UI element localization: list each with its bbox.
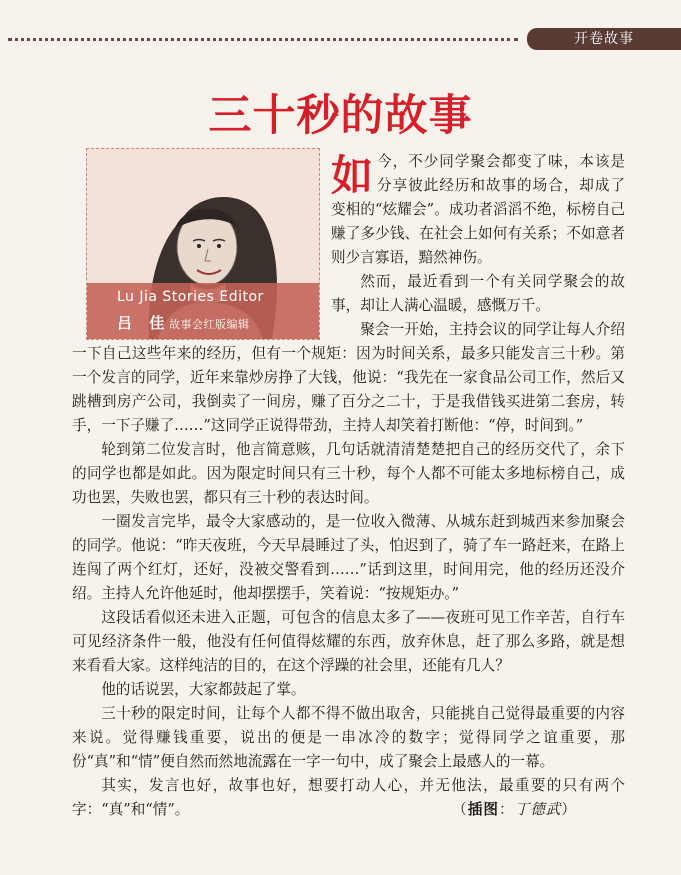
paragraph-2: 然而，最近看到一个有关同学聚会的故事，却让人满心温暖，感慨万千。 <box>331 273 625 314</box>
illustrator-name: 丁德武 <box>514 801 562 818</box>
portrait-spacer <box>72 150 331 340</box>
paragraph-1: 如今，不少同学聚会都变了味，本该是分享彼此经历和故事的场合，却成了变相的“炫耀会”。成功者滔滔不绝，标榜自己赚了多少钱、在社会上如何有关系；不如意者则少言寡语，黯然神伤。 <box>331 151 625 266</box>
section-tab: 开卷故事 <box>527 28 681 50</box>
drop-cap: 如 <box>331 151 374 200</box>
paragraph-8: 三十秒的限定时间，让每个人都不得不做出取舍，只能挑自己觉得最重要的内容来说。觉得赚钱重要，说出的便是一串冰冷的数字；觉得同学之谊重要，那份“真”和“情”便自然而然地流露在一字一句中，成了聚会上最感人的一幕。 <box>72 705 625 770</box>
header-dotted-rule <box>8 38 518 41</box>
paragraph-3: 聚会一开始，主持会议的同学让每人介绍一下自己这些年来的经历，但有一个规矩：因为时间关系，最多只能发言三十秒。第一个发言的同学，近年来靠炒房挣了大钱，他说：“我先在一家食品公司工作，然后又跳槽到房产公司，我倒卖了一间房，赚了百分之二十，于是我借钱买进第二套房，转手，一下子赚了……”这同学正说得带劲，主持人却笑着打断他：“停，时间到。” <box>72 321 625 434</box>
paragraph-7: 他的话说罢，大家都鼓起了掌。 <box>101 681 306 698</box>
author-name: 吕 佳 <box>117 314 171 332</box>
paragraph-9: 其实，发言也好，故事也好，想要打动人心，并无他法，最重要的只有两个字：“真”和“情”。 （插图：丁德武） <box>72 774 625 822</box>
article-body <box>72 150 625 822</box>
author-english-name: Lu Jia Stories Editor <box>117 289 264 305</box>
paragraph-4: 轮到第二位发言时，他言简意赅，几句话就清清楚楚把自己的经历交代了，余下的同学也都是如此。因为限定时间只有三十秒，每个人都不可能太多地标榜自己，成功也罢，失败也罢，都只有三十秒的表达时间。 <box>72 441 625 506</box>
author-role: 故事会红版编辑 <box>169 318 250 331</box>
illustration-credit: （插图：丁德武） <box>452 801 577 818</box>
paragraph-5: 一圈发言完毕，最令大家感动的，是一位收入微薄、从城东赶到城西来参加聚会的同学。他说：“昨天夜班，今天早晨睡过了头，怕迟到了，骑了车一路赶来，在路上连闯了两个红灯，还好，没被交警看到……”话到这里，时间用完，他的经历还没介绍。主持人允许他延时，他却摆摆手，笑着说：“按规矩办。” <box>72 513 625 602</box>
paragraph-6: 这段话看似还未进入正题，可包含的信息太多了——夜班可见工作辛苦，自行车可见经济条件一般，他没有任何值得炫耀的东西，放弃休息，赶了那么多路，就是想来看看大家。这样纯洁的目的，在这个浮躁的社会里，还能有几人？ <box>72 609 625 674</box>
article-title: 三十秒的故事 <box>208 91 473 141</box>
